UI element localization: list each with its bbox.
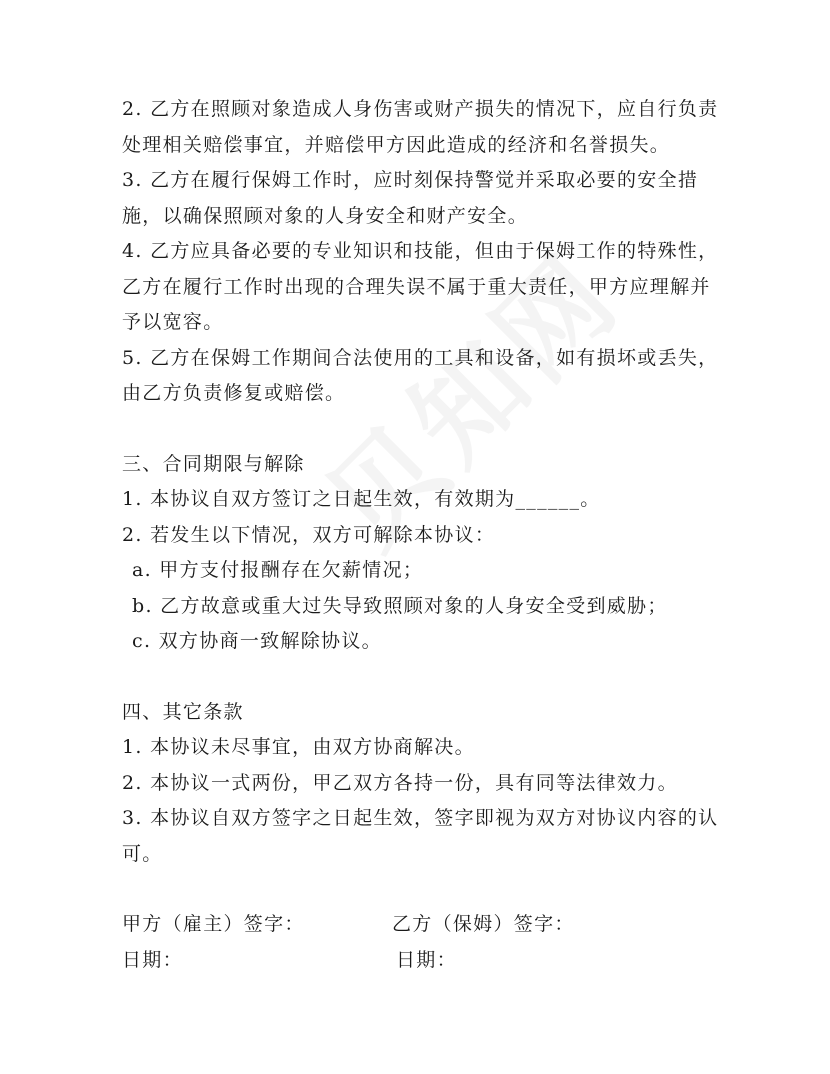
section-spacer [122,412,722,447]
clause-b-item-3: 3. 乙方在履行保姆工作时，应时刻保持警觉并采取必要的安全措施，以确保照顾对象的人身安全和财产安全。 [122,169,699,227]
clause-b-item-5: 5. 乙方在保姆工作期间合法使用的工具和设备，如有损坏或丢失，由乙方负责修复或赔偿。 [122,346,719,404]
section-3-item-2: 2. 若发生以下情况，双方可解除本协议： [122,523,496,546]
party-a-signature-label: 甲方（雇主）签字： [122,913,305,935]
section-3-sub-b: b. 乙方故意或重大过失导致照顾对象的人身安全受到威胁； [132,594,668,617]
signature-row [122,907,722,943]
section-3-sub-a: a. 甲方支付报酬存在欠薪情况； [132,559,424,581]
document-body [122,92,722,978]
party-b-signature-label: 乙方（保姆）签字： [392,913,575,935]
section-4-heading: 四、其它条款 [122,700,244,723]
section-3-heading: 三、合同期限与解除 [122,452,305,475]
party-b-date-label: 日期： [396,948,457,971]
section-spacer [122,872,722,907]
section-spacer [122,660,722,695]
section-3-item-1: 1. 本协议自双方签订之日起生效，有效期为______。 [122,488,601,510]
section-4-item-3: 3. 本协议自双方签字之日起生效，签字即视为双方对协议内容的认可。 [122,807,719,865]
party-a-date-label: 日期： [122,948,183,971]
section-3-sub-c: c. 双方协商一致解除协议。 [132,630,382,652]
clause-b-item-4: 4. 乙方应具备必要的专业知识和技能，但由于保姆工作的特殊性，乙方在履行工作时出现的合理失误不属于重大责任，甲方应理解并予以宽容。 [122,240,719,333]
section-4-item-2: 2. 本协议一式两份，甲乙双方各持一份，具有同等法律效力。 [122,771,678,794]
clause-b-item-2: 2. 乙方在照顾对象造成人身伤害或财产损失的情况下，应自行负责处理相关赔偿事宜，并赔偿甲方因此造成的经济和名誉损失。 [122,98,719,156]
date-row [122,943,722,979]
section-4-item-1: 1. 本协议未尽事宜，由双方协商解决。 [122,736,475,758]
